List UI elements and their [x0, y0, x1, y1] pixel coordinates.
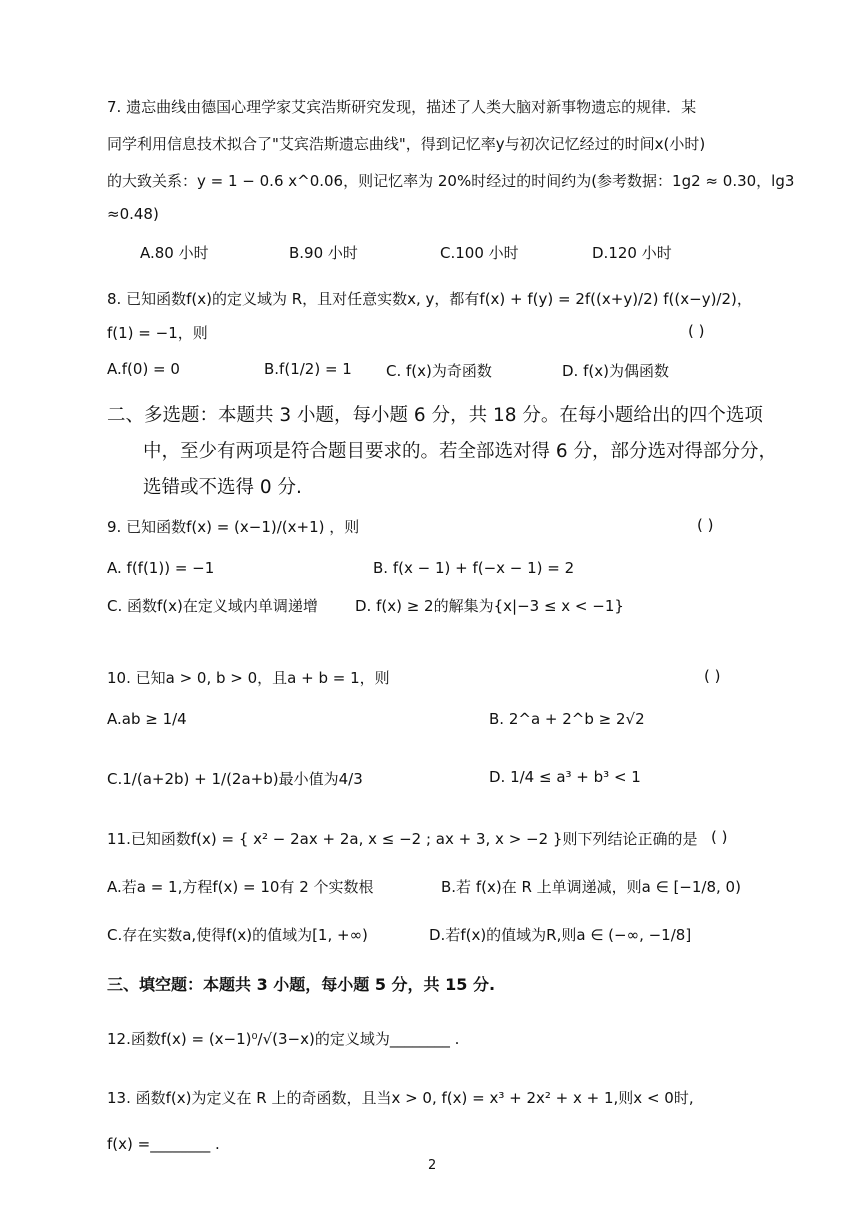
q8-option-a: A.f(0) = 0 — [107, 360, 180, 378]
q7-line-3: 的大致关系：y = 1 − 0.6 x^0.06，则记忆率为 20%时经过的时间约为(参考数据：1g2 ≈ 0.30，lg3 — [107, 172, 795, 190]
q10-stem: 10. 已知a > 0, b > 0，且a + b = 1，则 — [107, 669, 390, 687]
q7-line-4: ≈0.48) — [107, 205, 159, 223]
q11-option-d: D.若f(x)的值域为R,则a ∈ (−∞, −1/8] — [429, 926, 692, 944]
q9-option-c: C. 函数f(x)在定义域内单调递增 — [107, 597, 318, 615]
q7-option-c: C.100 小时 — [440, 244, 519, 262]
q12-stem: 12.函数f(x) = (x−1)⁰/√(3−x)的定义域为________ . — [107, 1030, 460, 1048]
section-2-heading-line-1: 二、多选题：本题共 3 小题，每小题 6 分，共 18 分。在每小题给出的四个选项 — [107, 405, 763, 426]
q9-option-b: B. f(x − 1) + f(−x − 1) = 2 — [373, 559, 575, 577]
q7-option-a: A.80 小时 — [140, 244, 209, 262]
q11-option-c: C.存在实数a,使得f(x)的值域为[1, +∞) — [107, 926, 368, 944]
q11-answer-paren: ( ) — [711, 828, 728, 846]
q8-option-b: B.f(1/2) = 1 — [264, 360, 352, 378]
q9-answer-paren: ( ) — [697, 516, 714, 534]
q11-option-b: B.若 f(x)在 R 上单调递减，则a ∈ [−1/8, 0) — [441, 878, 741, 896]
q10-answer-paren: ( ) — [704, 667, 721, 685]
q8-line-1: 8. 已知函数f(x)的定义域为 R，且对任意实数x, y，都有f(x) + f(y) = 2f((x+y)/2) f((x−y)/2)， — [107, 290, 752, 308]
section-2-heading-line-3: 选错或不选得 0 分. — [143, 477, 302, 498]
page-number: 2 — [428, 1158, 437, 1173]
q13-line-1: 13. 函数f(x)为定义在 R 上的奇函数，且当x > 0, f(x) = x³ + 2x² + x + 1,则x < 0时, — [107, 1089, 694, 1107]
q8-option-c: C. f(x)为奇函数 — [386, 362, 492, 380]
q8-option-d: D. f(x)为偶函数 — [562, 362, 669, 380]
q13-line-2: f(x) =________ . — [107, 1135, 220, 1153]
q10-option-a: A.ab ≥ 1/4 — [107, 710, 187, 728]
q10-option-d: D. 1/4 ≤ a³ + b³ < 1 — [489, 768, 641, 786]
q9-option-a: A. f(f(1)) = −1 — [107, 559, 215, 577]
q8-answer-paren: ( ) — [688, 322, 705, 340]
q9-option-d: D. f(x) ≥ 2的解集为{x|−3 ≤ x < −1} — [355, 597, 624, 615]
q10-option-b: B. 2^a + 2^b ≥ 2√2 — [489, 710, 645, 728]
section-3-heading: 三、填空题：本题共 3 小题，每小题 5 分，共 15 分. — [107, 975, 496, 994]
q7-option-b: B.90 小时 — [289, 244, 358, 262]
q10-option-c: C.1/(a+2b) + 1/(2a+b)最小值为4/3 — [107, 770, 363, 788]
q9-stem: 9. 已知函数f(x) = (x−1)/(x+1) ，则 — [107, 518, 360, 536]
q8-line-2: f(1) = −1，则 — [107, 324, 208, 342]
q7-line-2: 同学利用信息技术拟合了"艾宾浩斯遗忘曲线"，得到记忆率y与初次记忆经过的时间x(小时) — [107, 135, 706, 153]
q7-option-d: D.120 小时 — [592, 244, 672, 262]
section-2-heading-line-2: 中，至少有两项是符合题目要求的。若全部选对得 6 分，部分选对得部分分， — [143, 441, 778, 462]
q7-line-1: 7. 遗忘曲线由德国心理学家艾宾浩斯研究发现，描述了人类大脑对新事物遗忘的规律．某 — [107, 98, 697, 116]
q11-stem: 11.已知函数f(x) = { x² − 2ax + 2a, x ≤ −2 ; ax + 3, x > −2 }则下列结论正确的是 — [107, 830, 698, 848]
q11-option-a: A.若a = 1,方程f(x) = 10有 2 个实数根 — [107, 878, 374, 896]
